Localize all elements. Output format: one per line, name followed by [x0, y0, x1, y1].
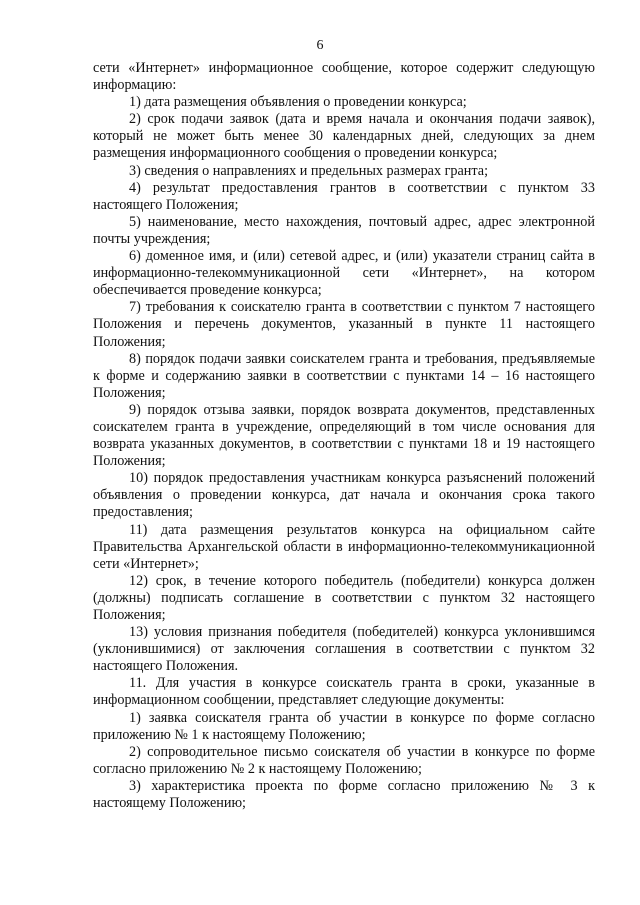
list-item-8: 8) порядок подачи заявки соискателем гранта и требования, предъявляемые к форме и содержанию заявки в соответствии с пунктами 14 – 16 настоящего Положения; — [93, 350, 595, 401]
list-item-12: 12) срок, в течение которого победитель (победители) конкурса должен (должны) подписать соглашение в соответствии с пунктом 32 настоящего Положения; — [93, 572, 595, 623]
document-item-2: 2) сопроводительное письмо соискателя об участии в конкурсе по форме согласно приложению № 2 к настоящему Положению; — [93, 743, 595, 777]
document-item-3: 3) характеристика проекта по форме согласно приложению № 3 к настоящему Положению; — [93, 777, 595, 812]
list-item-3: 3) сведения о направлениях и предельных размерах гранта; — [129, 162, 489, 179]
document-item-1: 1) заявка соискателя гранта об участии в конкурсе по форме согласно приложению № 1 к настоящему Положению; — [93, 709, 595, 743]
list-item-2: 2) срок подачи заявок (дата и время начала и окончания подачи заявок), который не может быть менее 30 календарных дней, следующих за днем размещения информационного сообщения о проведении конкурса; — [93, 111, 595, 162]
list-item-5: 5) наименование, место нахождения, почтовый адрес, адрес электронной почты учреждения; — [93, 213, 595, 247]
list-item-9: 9) порядок отзыва заявки, порядок возврата документов, представленных соискателем гранта в учреждение, определяющий в том числе основания для возврата указанных документов, в соответствии с пунктами 18 и 19 настоящего Положения; — [93, 401, 595, 470]
list-item-6: 6) доменное имя, и (или) сетевой адрес, и (или) указатели страниц сайта в информационно-телекоммуникационной сети «Интернет», на котором обеспечивается проведение конкурса; — [93, 248, 595, 299]
document-body — [93, 60, 595, 812]
section-11-paragraph: 11. Для участия в конкурсе соискатель гранта в сроки, указанные в информационном сообщении, представляет следующие документы: — [93, 675, 595, 709]
list-item-4: 4) результат предоставления грантов в соответствии с пунктом 33 настоящего Положения; — [93, 179, 595, 213]
list-item-1: 1) дата размещения объявления о проведении конкурса; — [129, 94, 467, 111]
page-number: 6 — [316, 38, 324, 53]
paragraph-continuation: сети «Интернет» информационное сообщение, которое содержит следующую информацию: — [93, 60, 595, 94]
list-item-13: 13) условия признания победителя (победителей) конкурса уклонившимся (уклонившимися) от заключения соглашения в соответствии с пунктом 32 настоящего Положения. — [93, 624, 595, 675]
list-item-7: 7) требования к соискателю гранта в соответствии с пунктом 7 настоящего Положения и перечень документов, указанный в пункте 11 настоящего Положения; — [93, 299, 595, 350]
list-item-11: 11) дата размещения результатов конкурса на официальном сайте Правительства Архангельской области в информационно-телекоммуникационной сети «Интернет»; — [93, 521, 595, 572]
list-item-10: 10) порядок предоставления участникам конкурса разъяснений положений объявления о проведении конкурса, дат начала и окончания срока такого предоставления; — [93, 470, 595, 521]
